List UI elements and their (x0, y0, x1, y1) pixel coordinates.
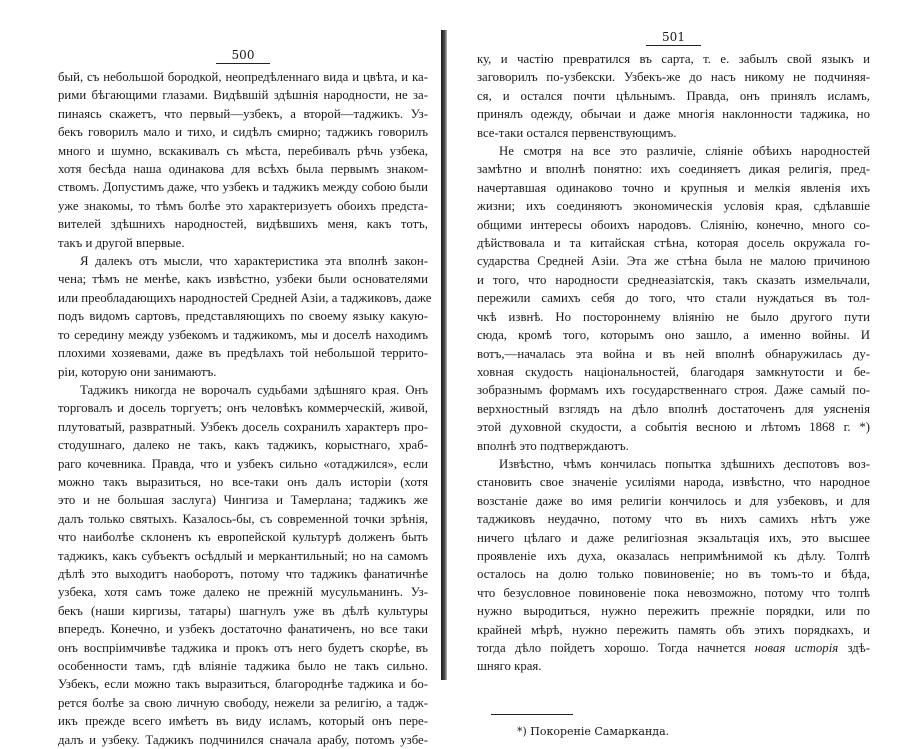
text-line: возстаніе даже во имя религіи кончилось и для узбековъ, и для (477, 493, 870, 508)
text-line: рими бѣгающими глазами. Видѣвшій здѣшнія народности, не за- (58, 88, 428, 103)
page-number-left: 500 (58, 48, 428, 64)
text-line: сюда, кромѣ того, которымъ оно зашло, а именно войны. И (477, 328, 870, 343)
text-line: то середину между узбекомъ и таджикомъ, мы и доселѣ находимъ (58, 327, 428, 342)
text-line: дѣйствовала и та китайская стѣна, которая досель окружала го- (477, 236, 870, 251)
text-line: вотъ,—началась эта война и въ ней вполнѣ обнаружилась ду- (477, 346, 870, 361)
text-line: все-таки остался первенствующимъ. (477, 125, 677, 140)
text-line: Я далекъ отъ мысли, что характеристика эта вполнѣ закон- (80, 254, 428, 269)
text-line: этой духовной скудости, а событія весною и лѣтомъ 1868 г. *) (477, 420, 870, 435)
text-line: Таджикъ никогда не ворочалъ судьбами здѣшняго края. Онъ (80, 382, 428, 397)
text-line: это и не большая заслуга) Чингиза и Тамерлана; таджикъ же (58, 493, 428, 508)
text-line: ствомъ. Допустимъ даже, что узбекъ и таджикъ между собою были (58, 180, 428, 195)
text-line: чкѣ извнѣ. Но постороннему вліянію не было другого пути (477, 309, 870, 324)
text-line: замѣтно и вполнѣ понятно: ихъ соединяетъ дикая религія, пред- (477, 162, 870, 177)
text-line: такъ и другой впервые. (58, 235, 185, 250)
text-line: и того, что народности среднеазіатскія, такъ сказать измельчали, (477, 272, 870, 287)
page-number-right: 501 (477, 30, 870, 46)
text-line: плутоватый, развратный. Узбекъ досель сохранилъ характеръ про- (58, 419, 428, 434)
text-line: что наиболѣе склоненъ къ европейской культурѣ долженъ быть (58, 530, 428, 545)
text-line: бекъ (наши киргизы, татары) шагнулъ уже въ дѣлѣ культуры (58, 603, 428, 618)
text-line: ничего цѣлаго и даже религіозная экзальтація ихъ, это высшее (477, 530, 870, 545)
text-line: стодушнаго, далеко не такъ, какъ таджикъ, корыстнаго, храб- (58, 438, 428, 453)
left-page (0, 0, 440, 747)
text-line: дѣлѣ это выходитъ наоборотъ, потому что таджикъ фанатичнѣе (58, 566, 428, 581)
text-line: сударства Средней Азіи. Эта же стѣна была не малою причиною (477, 254, 870, 269)
text-line: верхностный взглядъ на дѣло вполнѣ достаточенъ для уясненія (477, 401, 870, 416)
text-line: проявленіе ихъ духа, оказалась непримѣнимой къ дѣлу. Толпѣ (477, 548, 870, 563)
text-line: нужно выродиться, нужно пережить прежніе порядки, или по (477, 604, 870, 619)
text-line: осталось на долю только повиновеніе; но въ томъ-то и бѣда, (477, 567, 870, 582)
emphasis-text: новая исторія (754, 641, 839, 655)
right-page (455, 0, 900, 738)
text-line: уже знакомы, то тѣмъ болѣе это характеризуетъ обоихъ предста- (58, 198, 428, 213)
text-line: рется болѣе за свою личную свободу, нежели за религію, а тадж- (58, 695, 428, 710)
text-line: тогда дѣло пойдетъ хорошо. Тогда начнется новая исторія здѣ- (477, 641, 870, 655)
text-line: Извѣстно, чѣмъ кончилась попытка здѣшнихъ деспотовъ воз- (499, 456, 870, 471)
text-line: общими интересы обоихъ народовъ. Сліянію, конечно, много со- (477, 217, 870, 232)
text-line: начертавшая одинаково точно и крупныя и мелкія явленія ихъ (477, 180, 870, 195)
text-line: становить свое значеніе усиліями народа, извѣстно, что народное (477, 475, 870, 490)
left-page-text (58, 68, 432, 749)
text-line: ріи, которую они занимаютъ. (58, 364, 217, 379)
text-line: ся, и остался почти цѣльнымъ. Правда, онъ принялъ исламъ, (477, 88, 870, 103)
text-line: Не смотря на все это различіе, сліяніе обѣихъ народностей (499, 144, 870, 159)
book-gutter (441, 30, 447, 680)
text-line: чена; тѣмъ не менѣе, какъ извѣстно, узбеки были основателями (58, 272, 428, 287)
text-line: или преобладающихъ народностей Средней Азіи, а таджиковъ, даже (58, 290, 432, 305)
text-line: подъ видомъ сартовъ, представляющихъ по своему языку какую- (58, 309, 428, 324)
text-line: Узбекъ, если можно такъ выразиться, благороднѣе таджика и бо- (58, 677, 428, 692)
text-line: впередъ. Конечно, и узбекъ достаточно фанатиченъ, но все таки (58, 622, 428, 637)
text-line: ку, и частію превратился въ сарта, т. е. забылъ свой языкъ и (477, 52, 870, 66)
text-line: много и шумно, вскакивалъ съ мѣста, перебивалъ рѣчь узбека, (58, 143, 428, 158)
text-line: далъ только святыхъ. Казалось-бы, съ современной точки зрѣнія, (58, 511, 428, 526)
text-line: бекъ говорилъ мало и тихо, и сидѣлъ смирно; таджикъ говорилъ (58, 125, 428, 140)
text-line: шняго края. (477, 659, 542, 674)
text-line: крайней мѣрѣ, нужно пережить память объ этихъ порядкахъ, и (477, 622, 870, 637)
text-line: икъ прежде всего имѣетъ въ виду исламъ, который онъ пере- (58, 714, 428, 729)
text-line: жизни; ихъ соединяютъ экономическія условія края, сдѣлавшіе (477, 199, 870, 214)
text-line: вителей здѣшнихъ народностей, видѣвшихъ меня, какъ тотъ, (58, 217, 428, 232)
text-line: узбека, хотя самъ тоже далеко не прежній мусульманинъ. Уз- (58, 585, 428, 600)
text-line: хотя бесѣда наша одинакова для всѣхъ была первымъ знаком- (58, 162, 428, 177)
text-line: можно такъ выразиться, но все-таки онъ далъ исторіи (хотя (58, 474, 428, 489)
text-line: пережили самихъ себя до того, что стали нуждаться въ тол- (477, 291, 870, 306)
text-line: онъ воспріимчивѣе таджика и прокъ отъ него будетъ скорѣе, въ (58, 640, 428, 655)
text-line: таджиковъ неудачно, потому что въ нихъ самихъ нѣтъ уже (477, 512, 870, 527)
text-line: что безусловное повиновеніе пока невозможно, потому что толпѣ (477, 585, 870, 600)
text-line: заговорилъ по-узбекски. Узбекъ-же до насъ никому не подчиняя- (477, 70, 870, 85)
text-line: особенности тамъ, гдѣ вліяніе таджика было не такъ сильно. (58, 659, 428, 673)
text-line: таджикъ, какъ субъектъ осѣдлый и меркантильный; но на самомъ (58, 548, 428, 563)
footnote-rule (491, 714, 573, 715)
footnote: *) Покореніе Самарканда. (517, 724, 670, 738)
text-line: бый, съ небольшой бородкой, неопредѣленнаго вида и цвѣта, и ка- (58, 70, 428, 84)
text-line: ховная скудость національностей, благодаря замкнутости и бе- (477, 364, 870, 379)
text-line: пинаясь скажетъ, что первый—узбекъ, а второй—таджикъ. Уз- (58, 106, 428, 121)
text-line: принялъ одежду, обычаи и даже многія наклонности таджика, но (477, 107, 870, 122)
text-line: плохими хозяевами, даже въ предѣлахъ той небольшой террито- (58, 346, 428, 361)
text-line: торговалъ и досель торгуетъ; онъ человѣкъ коммерческій, живой, (58, 401, 428, 416)
text-line: зобразнымъ формамъ ихъ государственнаго строя. Даже самый по- (477, 383, 870, 398)
text-line: вполнѣ это подтверждаютъ. (477, 438, 629, 453)
right-page-text (477, 50, 870, 676)
text-line: раго кочевника. Правда, что и узбекъ сильно «отаджился», если (58, 456, 428, 471)
text-line: далъ и узбеку. Таджикъ подчинился сначала арабу, потомъ узбе- (58, 732, 428, 747)
